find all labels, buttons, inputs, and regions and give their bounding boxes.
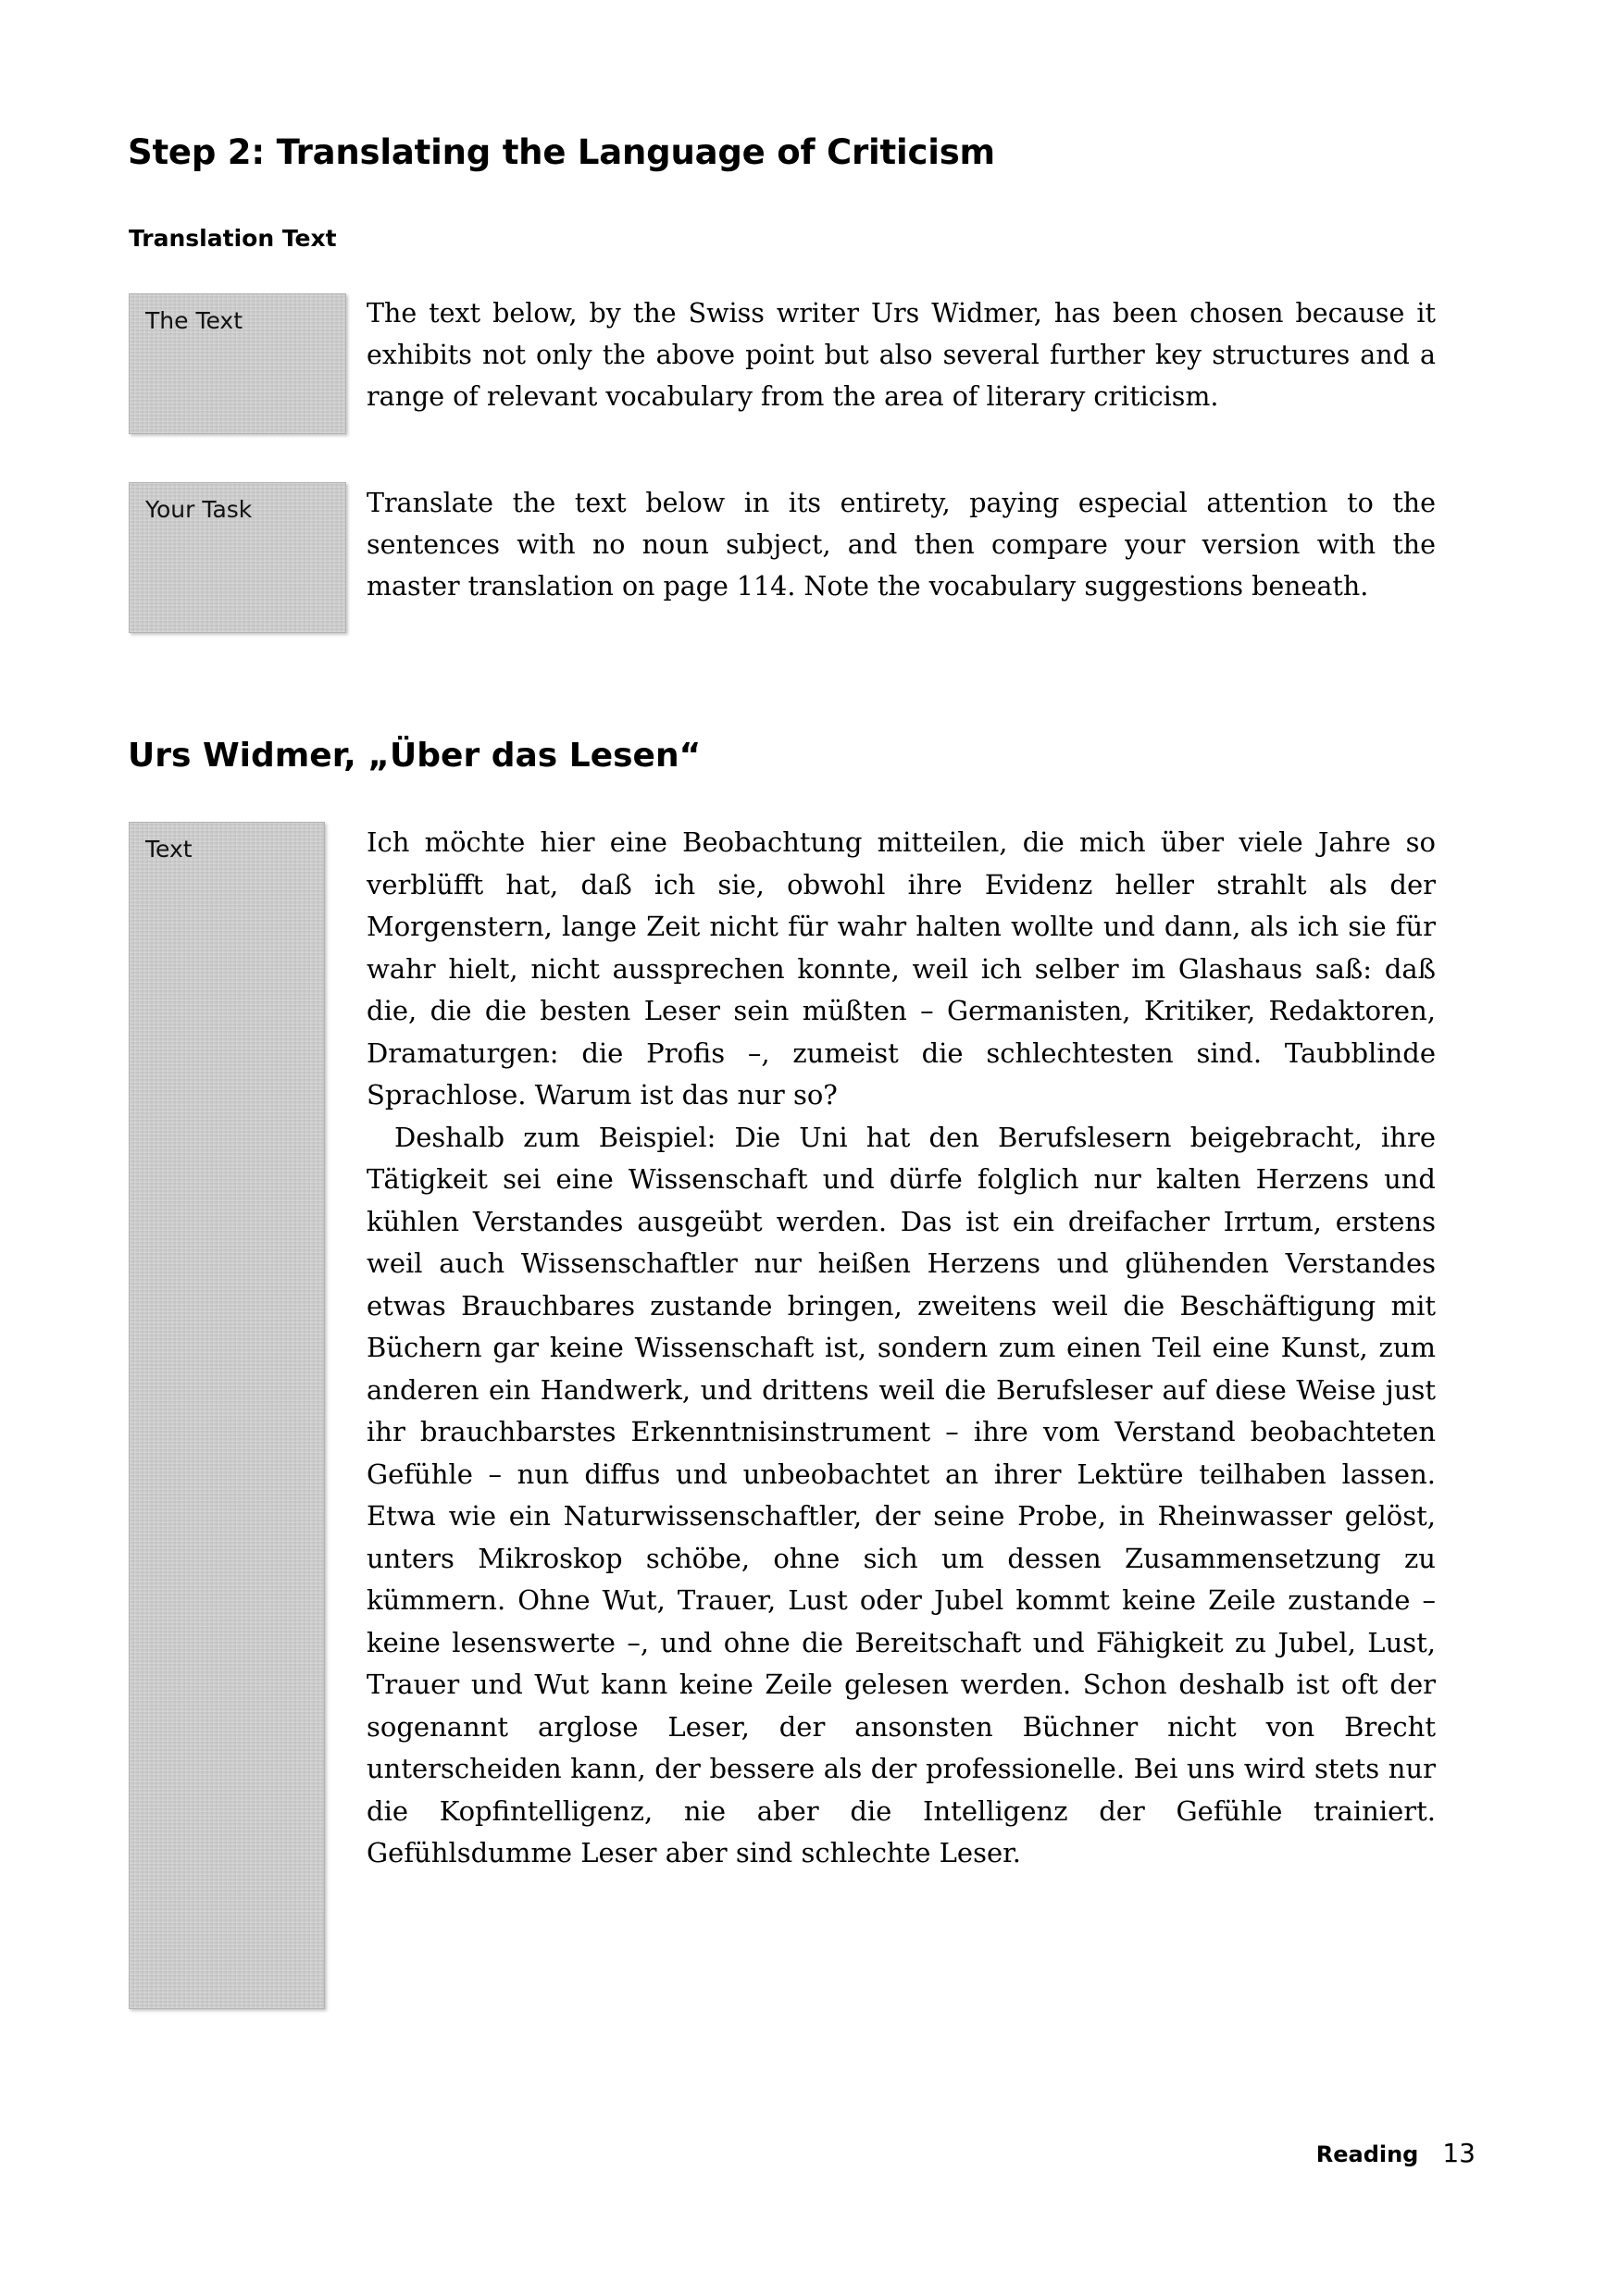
callout-label-text: Text xyxy=(145,836,193,863)
page-title: Step 2: Translating the Language of Criticism xyxy=(128,131,995,172)
footer-page-number: 13 xyxy=(1442,2138,1476,2168)
section-subtitle: Translation Text xyxy=(129,224,337,252)
page-footer xyxy=(1316,2138,1476,2168)
callout-label-your-task: Your Task xyxy=(145,496,253,523)
callout-box-the-text xyxy=(129,293,346,434)
callout-label-the-text: The Text xyxy=(145,307,243,334)
footer-section-label: Reading xyxy=(1315,2141,1419,2167)
german-source-text xyxy=(367,822,1436,1875)
callout-box-text xyxy=(129,822,325,2009)
german-paragraph-2: Deshalb zum Beispiel: Die Uni hat den Berufslesern beigebracht, ihre Tätigkeit sei eine Wissenschaft und dürfe folglich nur kalten Herzens und kühlen Verstandes ausgeübt werden. Das ist ein dreifacher Irrtum, erstens weil auch Wissenschaftler nur heißen Herzens und glühenden Verstandes etwas Brauchbares zustande bringen, zweitens weil die Beschäftigung mit Büchern gar keine Wissenschaft ist, sondern zum einen Teil eine Kunst, zum anderen ein Handwerk, und drittens weil die Berufsleser auf diese Weise just ihr brauchbarstes Erkenntnisinstrument – ihre vom Verstand beobachteten Gefühle – nun diffus und unbeobachtet an ihrer Lektüre teilhaben lassen. Etwa wie ein Naturwissenschaftler, der seine Probe, in Rheinwasser gelöst, unters Mikroskop schöbe, ohne sich um dessen Zusammensetzung zu kümmern. Ohne Wut, Trauer, Lust oder Jubel kommt keine Zeile zustande – keine lesenswerte –, und ohne die Bereitschaft und Fähigkeit zu Jubel, Lust, Trauer und Wut kann keine Zeile gelesen werden. Schon deshalb ist oft der sogenannt arglose Leser, der ansonsten Büchner nicht von Brecht unterscheiden kann, der bessere als der professionelle. Bei uns wird stets nur die Kopfintelligenz, nie aber die Intelligenz der Gefühle trainiert. Gefühlsdumme Leser aber sind schlechte Leser. xyxy=(367,1121,1436,1868)
paragraph-your-task: Translate the text below in its entirety, paying especial attention to the sentences with no noun subject, and then compare your version with the master translation on page 114. Note the vocabulary suggestions beneath. xyxy=(367,488,1436,602)
work-title: Urs Widmer, „Über das Lesen“ xyxy=(128,736,702,775)
german-paragraph-1: Ich möchte hier eine Beobachtung mitteilen, die mich über viele Jahre so verblüfft hat, daß ich sie, obwohl ihre Evidenz heller strahlt als der Morgenstern, lange Zeit nicht für wahr halten wollte und dann, als ich sie für wahr hielt, nicht aussprechen konnte, weil ich selber im Glashaus saß: daß die, die die besten Leser sein müßten – Germanisten, Kritiker, Redaktoren, Dramaturgen: die Profis –, zumeist die schlechtesten sind. Taubblinde Sprachlose. Warum ist das nur so? xyxy=(367,826,1436,1111)
paragraph-the-text: The text below, by the Swiss writer Urs Widmer, has been chosen because it exhibits not only the above point but also several further key structures and a range of relevant vocabulary from the area of literary criticism. xyxy=(367,298,1436,412)
callout-box-your-task xyxy=(129,482,346,633)
